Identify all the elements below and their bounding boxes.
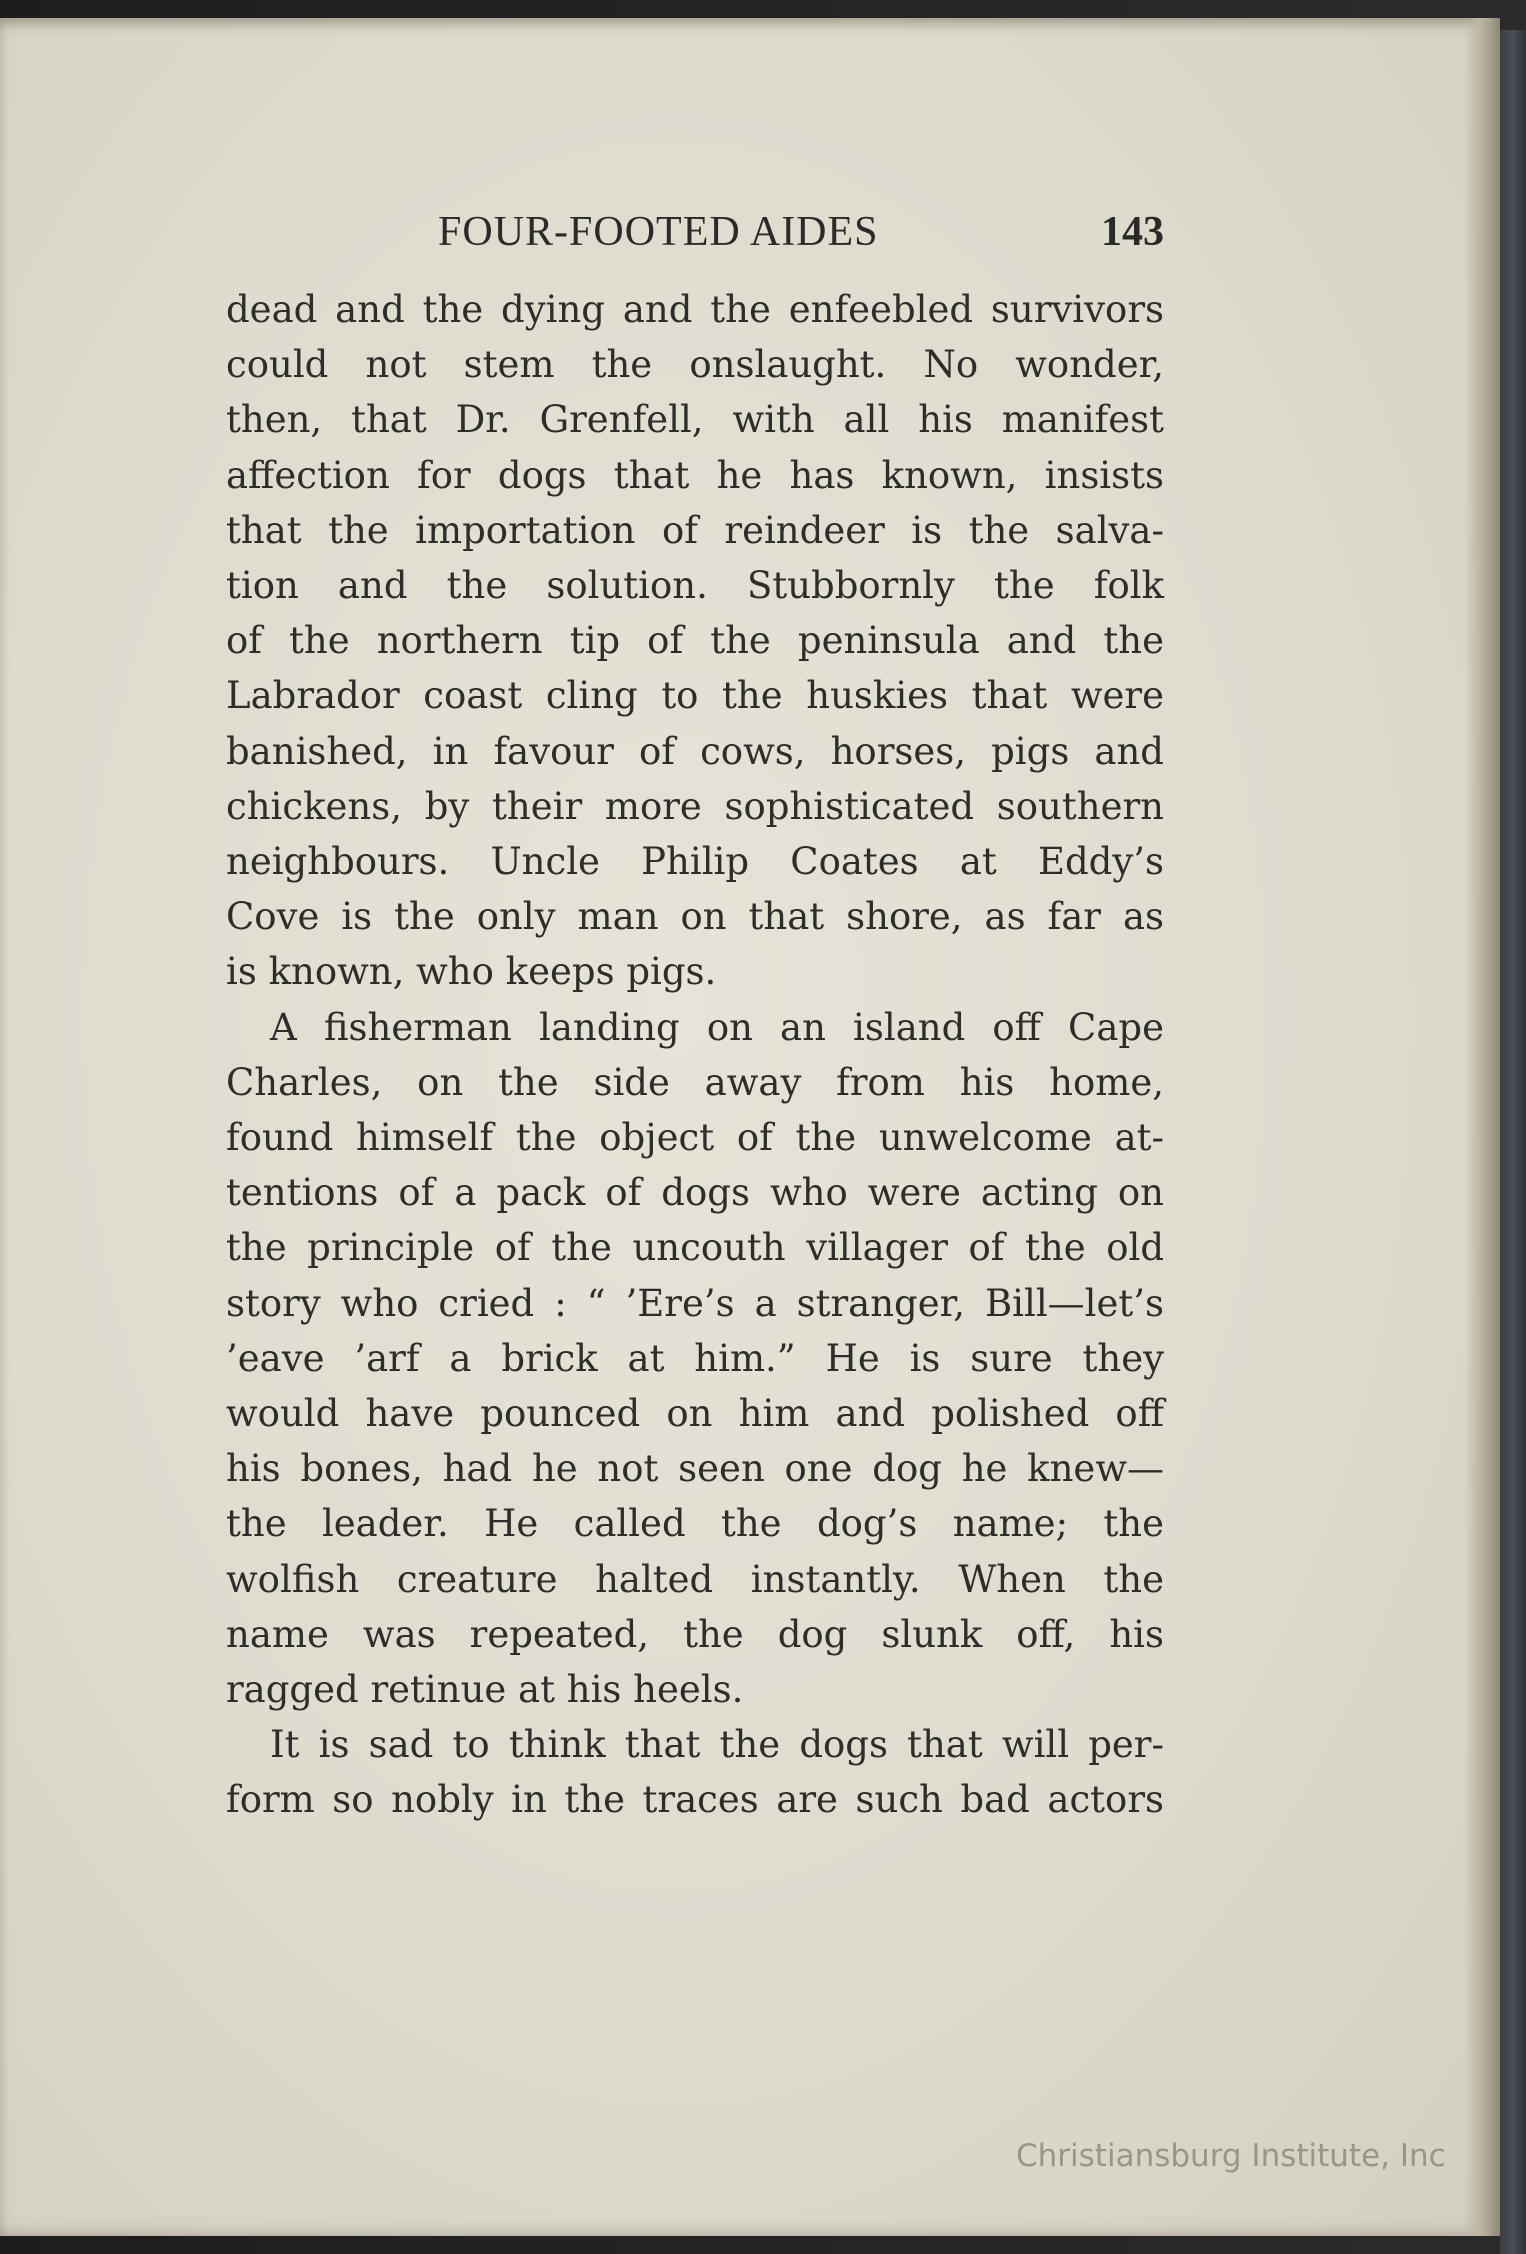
- text-line: affection for dogs that he has known, insists: [226, 453, 1164, 497]
- text-line: then, that Dr. Grenfell, with all his manifest: [226, 398, 1164, 442]
- text-line: would have pounced on him and polished off: [226, 1392, 1164, 1436]
- body-text: [226, 282, 1164, 1828]
- paragraph: [226, 282, 1164, 1000]
- text-line: the principle of the uncouth villager of the old: [226, 1226, 1164, 1270]
- text-line: ’eave ’arf a brick at him.” He is sure they: [226, 1336, 1164, 1380]
- text-line: wolfish creature halted instantly. When the: [226, 1557, 1164, 1601]
- text-line: It is sad to think that the dogs that will per-: [270, 1723, 1164, 1767]
- text-line: A fisherman landing on an island off Cape: [270, 1005, 1164, 1049]
- text-line: Cove is the only man on that shore, as far as: [226, 895, 1164, 939]
- running-title: FOUR-FOOTED AIDES: [438, 209, 879, 255]
- text-line: name was repeated, the dog slunk off, his: [226, 1612, 1164, 1656]
- paragraph: [226, 1000, 1164, 1718]
- text-line: could not stem the onslaught. No wonder,: [226, 343, 1164, 387]
- text-line: banished, in favour of cows, horses, pigs and: [226, 729, 1164, 773]
- page-edge-shadow: [1464, 18, 1500, 2236]
- text-line: the leader. He called the dog’s name; the: [226, 1502, 1164, 1546]
- text-line: dead and the dying and the enfeebled survivors: [226, 288, 1164, 331]
- text-line: of the northern tip of the peninsula and the: [226, 619, 1164, 663]
- text-line: tion and the solution. Stubbornly the folk: [226, 564, 1164, 608]
- text-line: ragged retinue at his heels.: [226, 1668, 744, 1712]
- paragraph: [226, 1717, 1164, 1827]
- text-line: chickens, by their more sophisticated southern: [226, 784, 1164, 828]
- text-line: that the importation of reindeer is the salva-: [226, 508, 1164, 552]
- page-header: [226, 204, 1164, 260]
- book-spine: [1500, 30, 1526, 2254]
- text-line: tentions of a pack of dogs who were acting on: [226, 1171, 1164, 1215]
- text-line: Labrador coast cling to the huskies that were: [226, 674, 1164, 718]
- text-line: his bones, had he not seen one dog he knew—: [226, 1447, 1164, 1491]
- text-line: Charles, on the side away from his home,: [226, 1060, 1164, 1104]
- text-line: story who cried : “ ’Ere’s a stranger, Bill—let’s: [226, 1281, 1164, 1325]
- watermark: Christiansburg Institute, Inc: [1016, 2138, 1446, 2174]
- text-line: neighbours. Uncle Philip Coates at Eddy’s: [226, 840, 1164, 884]
- page-number: 143: [1101, 209, 1164, 255]
- text-line: found himself the object of the unwelcome at-: [226, 1116, 1164, 1160]
- text-line: form so nobly in the traces are such bad actors: [226, 1778, 1164, 1822]
- text-line: is known, who keeps pigs.: [226, 950, 717, 994]
